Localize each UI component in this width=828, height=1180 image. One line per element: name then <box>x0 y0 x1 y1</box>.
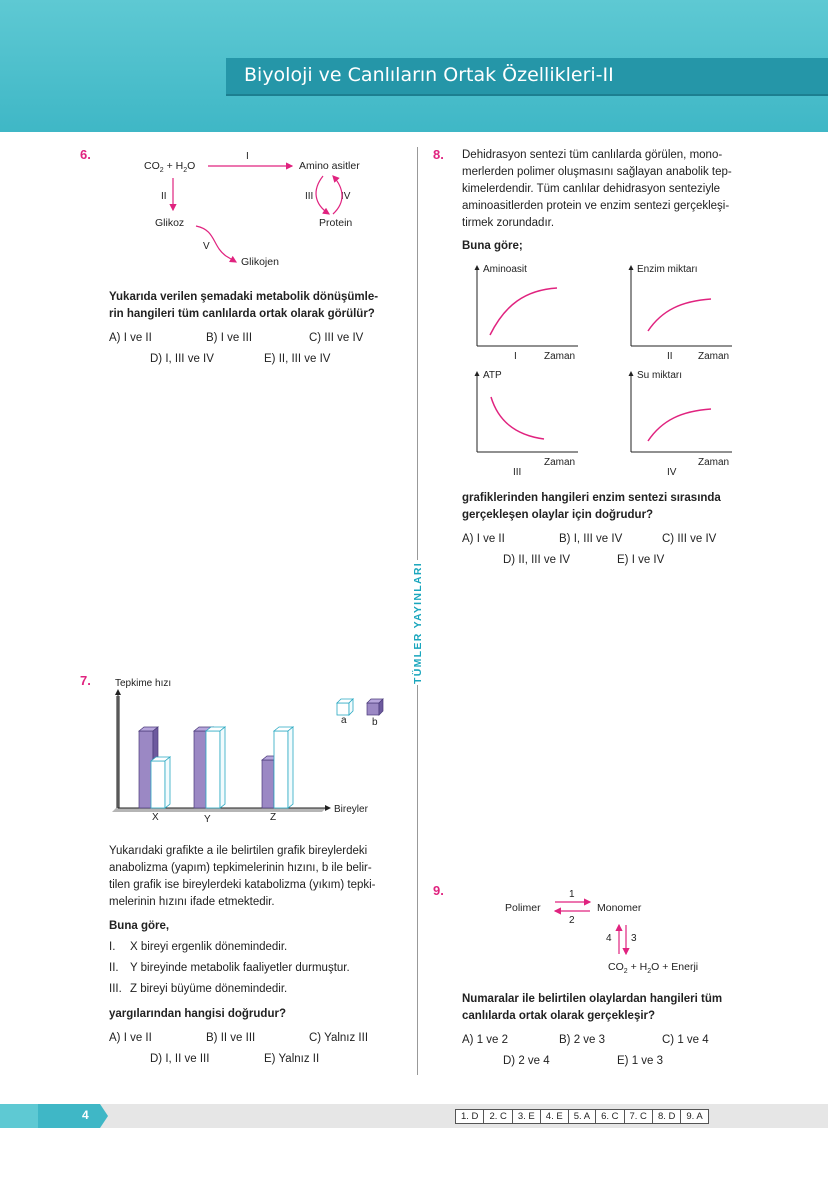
q8-stem-line-4: aminoasitlerden protein ve enzim sentezi gerçekleşi- <box>462 200 730 212</box>
q8-number: 8. <box>433 147 444 162</box>
q6-amino-asitler: Amino asitler <box>299 160 360 172</box>
answer-key <box>455 1109 709 1124</box>
answer-key-item: 2. C <box>484 1110 512 1123</box>
q8-question-line-1: grafiklerinden hangileri enzim sentezi sırasında <box>462 492 721 504</box>
q9-products: $CO_2 + H_2O$ + Enerji <box>608 961 699 976</box>
brand-text: TÜMLER YAYINLARI <box>412 561 424 684</box>
q8-g1-number: I <box>514 351 517 362</box>
q9-reaction-3: 3 <box>631 933 637 944</box>
q9-reaction-1: 1 <box>569 889 575 900</box>
q6-glikoz: Glikoz <box>155 217 185 229</box>
page-number: 4 <box>82 1108 89 1122</box>
q7-option-b[interactable]: B) II ve III <box>206 1032 256 1044</box>
answer-key-item: 5. A <box>569 1110 596 1123</box>
q7-number: 7. <box>80 673 91 688</box>
q7-ylabel: Tepkime hızı <box>115 678 172 689</box>
q7-option-e[interactable]: E) Yalnız II <box>264 1053 320 1065</box>
q6-option-e[interactable]: E) II, III ve IV <box>264 353 331 365</box>
q8-stem-line-5: tirmek zorundadır. <box>462 217 555 229</box>
q8-g4-ylabel: Su miktarı <box>637 370 683 381</box>
q7-option-a[interactable]: A) I ve II <box>109 1032 152 1044</box>
q6-co2-h2o: $CO_2 + H_2O$ <box>144 160 196 175</box>
q6-question-line-1: Yukarıda verilen şemadaki metabolik dönüşümle- <box>109 291 379 303</box>
footer-page-tab <box>0 1104 108 1128</box>
q8-g3-xlabel: Zaman <box>544 457 576 468</box>
q7-statement-2-num: II. <box>109 962 119 974</box>
q6-reaction-3: III <box>305 191 314 202</box>
q9-option-d[interactable]: D) 2 ve 4 <box>503 1055 550 1067</box>
q8-g2-ylabel: Enzim miktarı <box>637 264 698 275</box>
q7-stem-line-3: tilen grafik ise bireylerdeki katabolizma (yıkım) tepki- <box>109 879 376 891</box>
q6-protein: Protein <box>319 217 353 229</box>
page-title: Biyoloji ve Canlıların Ortak Özellikleri-II <box>244 64 614 86</box>
q6-reaction-1: I <box>246 151 249 162</box>
q7-stem-line-4: melerinin hızını ifade etmektedir. <box>109 896 275 908</box>
q6-option-d[interactable]: D) I, III ve IV <box>150 353 214 365</box>
q7-option-d[interactable]: D) I, II ve III <box>150 1053 210 1065</box>
q8-buna-gore: Buna göre; <box>462 240 523 252</box>
q7-buna-gore: Buna göre, <box>109 920 170 932</box>
answer-key-item: 9. A <box>686 1111 703 1122</box>
q6-question-line-2: rin hangileri tüm canlılarda ortak olarak görülür? <box>109 308 375 320</box>
q6-option-a[interactable]: A) I ve II <box>109 332 152 344</box>
q8-stem-line-1: Dehidrasyon sentezi tüm canlılarda görülen, mono- <box>462 149 723 161</box>
q7-statement-3: Z bireyi büyüme dönemindedir. <box>130 983 288 995</box>
q9-reaction-4: 4 <box>606 933 612 944</box>
q8-g4-xlabel: Zaman <box>698 457 730 468</box>
q9-monomer: Monomer <box>597 902 642 914</box>
q7-xlabel: Bireyler <box>334 804 368 815</box>
q7-xtick-z: Z <box>270 812 277 823</box>
answer-key-item: 3. E <box>513 1110 541 1123</box>
q9-question-line-1: Numaralar ile belirtilen olaylardan hangileri tüm <box>462 993 723 1005</box>
q8-option-b[interactable]: B) I, III ve IV <box>559 533 623 545</box>
q7-stem-line-1: Yukarıdaki grafikte a ile belirtilen grafik bireylerdeki <box>109 845 368 857</box>
q8-g2-number: II <box>667 351 673 362</box>
q7-legend-b-label: b <box>372 717 378 728</box>
answer-key-item: 8. D <box>653 1110 681 1123</box>
q7-statement-1: X bireyi ergenlik dönemindedir. <box>130 941 288 953</box>
q7-xtick-y: Y <box>204 814 211 825</box>
answer-key-item: 1. D <box>456 1110 484 1123</box>
q9-question-line-2: canlılarda ortak olarak gerçekleşir? <box>462 1010 656 1022</box>
q7-statement-2: Y bireyinde metabolik faaliyetler durmuştur. <box>130 962 350 974</box>
q8-g1-xlabel: Zaman <box>544 351 576 362</box>
q9-option-c[interactable]: C) 1 ve 4 <box>662 1034 709 1046</box>
q8-option-d[interactable]: D) II, III ve IV <box>503 554 571 566</box>
q9-option-a[interactable]: A) 1 ve 2 <box>462 1034 509 1046</box>
q6-reaction-5: V <box>203 241 210 252</box>
q8-option-a[interactable]: A) I ve II <box>462 533 505 545</box>
answer-key-item: 4. E <box>541 1110 569 1123</box>
q8-stem-line-2: merlerden polimer oluşmasını sağlayan anabolik tep- <box>462 166 732 178</box>
q6-reaction-4: IV <box>341 191 351 202</box>
q8-g3-number: III <box>513 467 522 478</box>
q9-polimer: Polimer <box>505 902 541 914</box>
q7-question: yargılarından hangisi doğrudur? <box>109 1008 286 1020</box>
answer-key-item: 7. C <box>625 1110 653 1123</box>
q9-reaction-2: 2 <box>569 915 575 926</box>
q9-option-e[interactable]: E) 1 ve 3 <box>617 1055 664 1067</box>
q8-g1-ylabel: Aminoasit <box>483 264 527 275</box>
q8-stem-line-3: kimelerdendir. Tüm canlılar dehidrasyon senteziyle <box>462 183 721 195</box>
q8-question-line-2: gerçekleşen olaylar için doğrudur? <box>462 509 654 521</box>
q6-glikojen: Glikojen <box>241 256 279 268</box>
q7-statement-1-num: I. <box>109 941 116 953</box>
q6-option-b[interactable]: B) I ve III <box>206 332 253 344</box>
q7-stem-line-2: anabolizma (yapım) tepkimelerinin hızını, b ile belir- <box>109 862 372 874</box>
q8-option-e[interactable]: E) I ve IV <box>617 554 665 566</box>
q8-g4-number: IV <box>667 467 677 478</box>
q9-number: 9. <box>433 883 444 898</box>
q8-g2-xlabel: Zaman <box>698 351 730 362</box>
q7-statement-3-num: III. <box>109 983 122 995</box>
q7-legend-a-label: a <box>341 715 347 726</box>
q7-xtick-x: X <box>152 812 159 823</box>
q8-g3-ylabel: ATP <box>483 370 502 381</box>
q6-number: 6. <box>80 147 91 162</box>
answer-key-item: 6. C <box>596 1110 624 1123</box>
q6-reaction-2: II <box>161 191 167 202</box>
q7-option-c[interactable]: C) Yalnız III <box>309 1032 369 1044</box>
q6-option-c[interactable]: C) III ve IV <box>309 332 364 344</box>
q9-option-b[interactable]: B) 2 ve 3 <box>559 1034 606 1046</box>
q8-option-c[interactable]: C) III ve IV <box>662 533 717 545</box>
